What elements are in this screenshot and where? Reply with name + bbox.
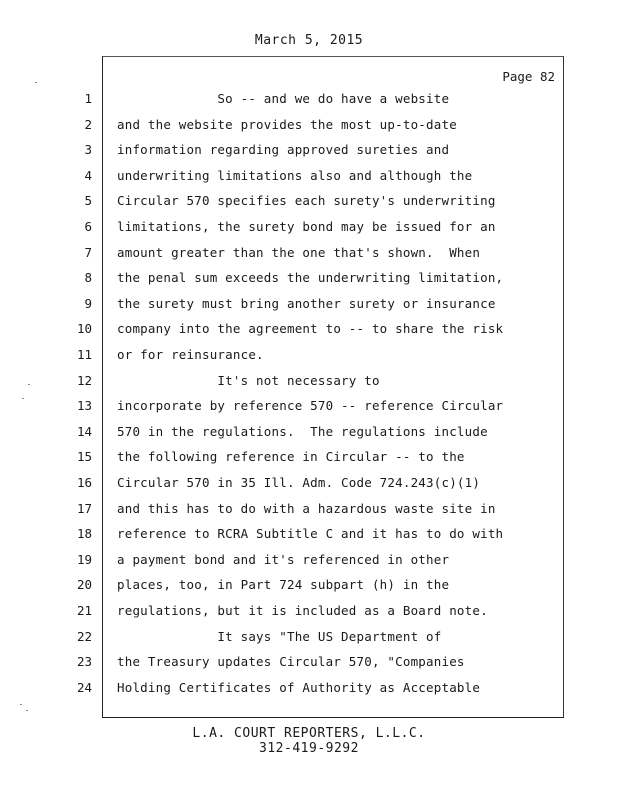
line-number: 7 <box>84 245 92 260</box>
scan-speck <box>22 398 24 399</box>
transcript-line: Circular 570 specifies each surety's underwriting <box>117 193 496 208</box>
scan-speck <box>28 384 30 385</box>
transcript-line: regulations, but it is included as a Board note. <box>117 603 488 618</box>
line-number: 23 <box>76 654 92 669</box>
transcript-line: limitations, the surety bond may be issued for an <box>117 219 496 234</box>
transcript-line: the penal sum exceeds the underwriting limitation, <box>117 270 504 285</box>
line-number: 22 <box>76 629 92 644</box>
transcript-line: information regarding approved sureties and <box>117 142 450 157</box>
transcript-line: underwriting limitations also and although the <box>117 168 473 183</box>
transcript-line: It says "The US Department of <box>117 629 442 644</box>
header-date: March 5, 2015 <box>254 33 364 48</box>
line-number: 20 <box>76 577 92 592</box>
line-number: 5 <box>84 193 92 208</box>
transcript-line: and this has to do with a hazardous waste site in <box>117 501 496 516</box>
scan-speck <box>20 704 22 705</box>
line-number: 1 <box>84 91 92 106</box>
line-number: 4 <box>84 168 92 183</box>
line-number: 19 <box>76 552 92 567</box>
transcript-line: a payment bond and it's referenced in other <box>117 552 450 567</box>
line-number: 11 <box>76 347 92 362</box>
footer-phone: 312-419-9292 <box>259 741 359 756</box>
scan-speck <box>26 710 28 711</box>
line-number: 24 <box>76 680 92 695</box>
line-number: 17 <box>76 501 92 516</box>
transcript-line: places, too, in Part 724 subpart (h) in the <box>117 577 450 592</box>
transcript-line: company into the agreement to -- to share the risk <box>117 321 504 336</box>
transcript-line: incorporate by reference 570 -- reference Circular <box>117 398 504 413</box>
transcript-line: the surety must bring another surety or insurance <box>117 296 496 311</box>
scan-speck <box>35 82 37 83</box>
transcript-line: the Treasury updates Circular 570, "Companies <box>117 654 465 669</box>
transcript-line: and the website provides the most up-to-date <box>117 117 457 132</box>
transcript-line: reference to RCRA Subtitle C and it has to do with <box>117 526 504 541</box>
line-number: 18 <box>76 526 92 541</box>
line-number: 14 <box>76 424 92 439</box>
line-number: 10 <box>76 321 92 336</box>
line-number: 9 <box>84 296 92 311</box>
line-number: 6 <box>84 219 92 234</box>
transcript-line: It's not necessary to <box>117 373 380 388</box>
transcript-line: or for reinsurance. <box>117 347 264 362</box>
transcript-line: Circular 570 in 35 Ill. Adm. Code 724.243(c)(1) <box>117 475 481 490</box>
line-number: 8 <box>84 270 92 285</box>
line-number: 2 <box>84 117 92 132</box>
transcript-line: 570 in the regulations. The regulations include <box>117 424 488 439</box>
footer-company: L.A. COURT REPORTERS, L.L.C. <box>192 726 426 741</box>
line-number: 21 <box>76 603 92 618</box>
line-number: 3 <box>84 142 92 157</box>
transcript-line: Holding Certificates of Authority as Acceptable <box>117 680 481 695</box>
transcript-line: the following reference in Circular -- to the <box>117 449 465 464</box>
line-number: 12 <box>76 373 92 388</box>
transcript-line: So -- and we do have a website <box>117 91 450 106</box>
transcript-line: amount greater than the one that's shown. When <box>117 245 481 260</box>
page-number: Page 82 <box>502 69 555 84</box>
line-number: 13 <box>76 398 92 413</box>
line-number: 15 <box>76 449 92 464</box>
line-number: 16 <box>76 475 92 490</box>
